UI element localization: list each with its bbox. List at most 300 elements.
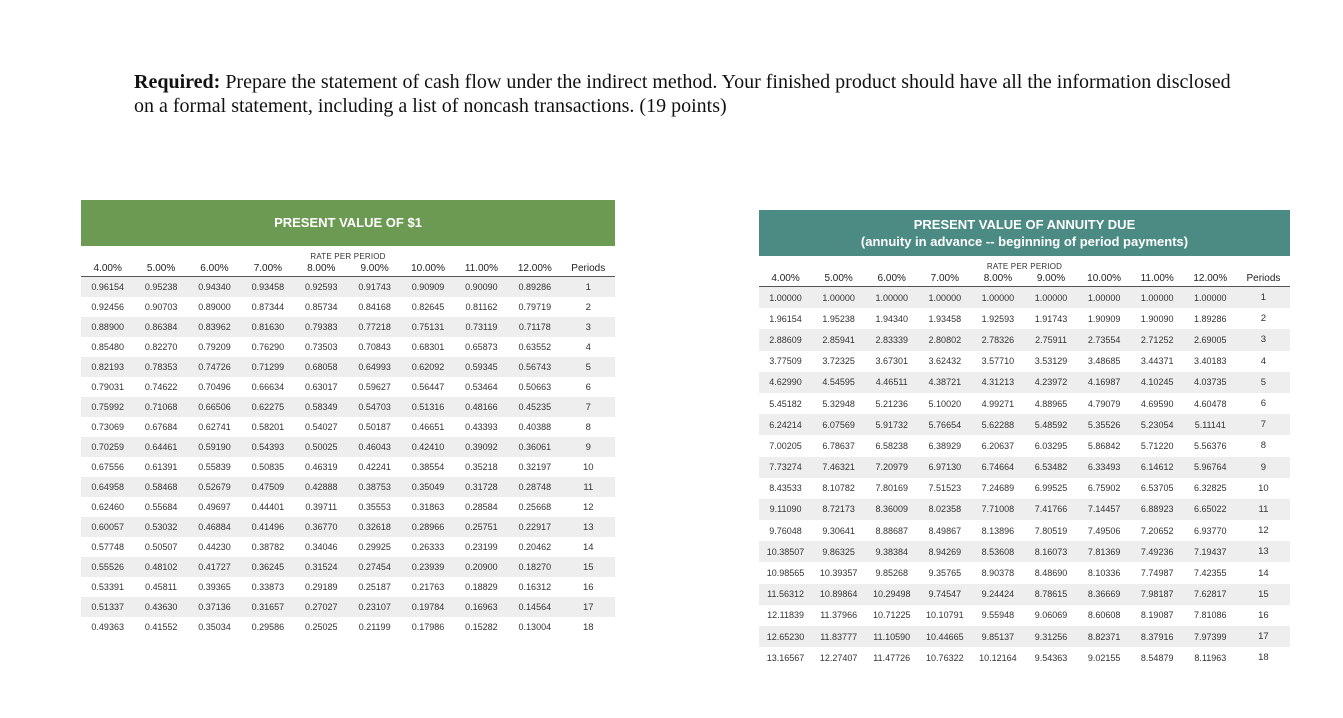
factor-cell: 0.53391 xyxy=(81,577,134,597)
period-cell: 1 xyxy=(1237,287,1290,309)
table-row xyxy=(81,437,615,457)
factor-cell: 5.21236 xyxy=(865,393,918,414)
rate-header: 8.00% xyxy=(295,261,348,277)
table-row xyxy=(759,329,1290,350)
factor-cell: 0.71178 xyxy=(508,317,561,337)
factor-cell: 7.81369 xyxy=(1078,541,1131,562)
table-row xyxy=(81,517,615,537)
factor-cell: 0.70843 xyxy=(348,337,401,357)
factor-cell: 6.97130 xyxy=(918,457,971,478)
table-row xyxy=(759,308,1290,329)
required-text: Prepare the statement of cash flow under the indirect method. Your finished product should have all the information disclosed on a formal statement, including a list of noncash transactions. (19 points) xyxy=(134,71,1231,117)
table-row xyxy=(81,337,615,357)
factor-cell: 0.31524 xyxy=(295,557,348,577)
factor-cell: 8.10336 xyxy=(1078,562,1131,583)
table-row xyxy=(81,577,615,597)
factor-cell: 0.23107 xyxy=(348,597,401,617)
factor-cell: 3.48685 xyxy=(1078,351,1131,372)
factor-cell: 7.20652 xyxy=(1131,520,1184,541)
factor-cell: 5.11141 xyxy=(1184,414,1237,435)
period-cell: 5 xyxy=(562,357,615,377)
period-cell: 11 xyxy=(562,477,615,497)
factor-cell: 0.42410 xyxy=(401,437,454,457)
factor-cell: 5.23054 xyxy=(1131,414,1184,435)
pvad-table-body xyxy=(759,287,1290,669)
factor-cell: 4.16987 xyxy=(1078,372,1131,393)
factor-cell: 6.24214 xyxy=(759,414,812,435)
periods-header: Periods xyxy=(1237,271,1290,287)
factor-cell: 0.25025 xyxy=(295,617,348,637)
factor-cell: 0.39711 xyxy=(295,497,348,517)
factor-cell: 1.95238 xyxy=(812,308,865,329)
periods-header: Periods xyxy=(562,261,615,277)
factor-cell: 2.85941 xyxy=(812,329,865,350)
factor-cell: 9.06069 xyxy=(1024,605,1077,626)
factor-cell: 1.00000 xyxy=(1131,287,1184,309)
factor-cell: 9.24424 xyxy=(971,584,1024,605)
factor-cell: 3.44371 xyxy=(1131,351,1184,372)
factor-cell: 7.81086 xyxy=(1184,605,1237,626)
pvad-table-title: PRESENT VALUE OF ANNUITY DUE xyxy=(913,217,1136,232)
table-row xyxy=(81,297,615,317)
factor-cell: 0.13004 xyxy=(508,617,561,637)
pv-table-title: PRESENT VALUE OF $1 xyxy=(81,200,615,246)
factor-cell: 0.50663 xyxy=(508,377,561,397)
table-row xyxy=(81,397,615,417)
period-cell: 7 xyxy=(562,397,615,417)
pvad-table-grid xyxy=(759,271,1290,668)
period-cell: 17 xyxy=(1237,626,1290,647)
rate-header: 8.00% xyxy=(971,271,1024,287)
factor-cell: 0.68058 xyxy=(295,357,348,377)
factor-cell: 8.53608 xyxy=(971,541,1024,562)
factor-cell: 0.79383 xyxy=(295,317,348,337)
factor-cell: 0.96154 xyxy=(81,277,134,298)
factor-cell: 0.67684 xyxy=(134,417,187,437)
factor-cell: 8.72173 xyxy=(812,499,865,520)
factor-cell: 4.79079 xyxy=(1078,393,1131,414)
factor-cell: 0.63017 xyxy=(295,377,348,397)
factor-cell: 0.33873 xyxy=(241,577,294,597)
factor-cell: 0.62092 xyxy=(401,357,454,377)
factor-cell: 13.16567 xyxy=(759,647,812,668)
table-row xyxy=(81,537,615,557)
factor-cell: 0.31728 xyxy=(455,477,508,497)
factor-cell: 0.89000 xyxy=(188,297,241,317)
factor-cell: 0.25187 xyxy=(348,577,401,597)
factor-cell: 11.37966 xyxy=(812,605,865,626)
factor-cell: 11.56312 xyxy=(759,584,812,605)
factor-cell: 6.53705 xyxy=(1131,478,1184,499)
table-row xyxy=(759,457,1290,478)
factor-cell: 0.28748 xyxy=(508,477,561,497)
period-cell: 12 xyxy=(1237,520,1290,541)
factor-cell: 6.20637 xyxy=(971,435,1024,456)
factor-cell: 0.52679 xyxy=(188,477,241,497)
rate-header: 7.00% xyxy=(918,271,971,287)
factor-cell: 0.20462 xyxy=(508,537,561,557)
factor-cell: 0.59627 xyxy=(348,377,401,397)
factor-cell: 6.93770 xyxy=(1184,520,1237,541)
factor-cell: 0.17986 xyxy=(401,617,454,637)
factor-cell: 6.07569 xyxy=(812,414,865,435)
factor-cell: 0.29586 xyxy=(241,617,294,637)
period-cell: 14 xyxy=(562,537,615,557)
factor-cell: 12.65230 xyxy=(759,626,812,647)
factor-cell: 0.90703 xyxy=(134,297,187,317)
factor-cell: 0.48102 xyxy=(134,557,187,577)
factor-cell: 10.10791 xyxy=(918,605,971,626)
factor-cell: 0.47509 xyxy=(241,477,294,497)
factor-cell: 5.35526 xyxy=(1078,414,1131,435)
factor-cell: 4.62990 xyxy=(759,372,812,393)
factor-cell: 4.31213 xyxy=(971,372,1024,393)
period-cell: 8 xyxy=(562,417,615,437)
table-row xyxy=(759,414,1290,435)
factor-cell: 5.96764 xyxy=(1184,457,1237,478)
table-row xyxy=(81,317,615,337)
factor-cell: 6.58238 xyxy=(865,435,918,456)
rate-header: 12.00% xyxy=(508,261,561,277)
factor-cell: 7.71008 xyxy=(971,499,1024,520)
factor-cell: 10.38507 xyxy=(759,541,812,562)
factor-cell: 9.11090 xyxy=(759,499,812,520)
factor-cell: 7.46321 xyxy=(812,457,865,478)
factor-cell: 6.65022 xyxy=(1184,499,1237,520)
factor-cell: 0.89286 xyxy=(508,277,561,298)
period-cell: 4 xyxy=(562,337,615,357)
factor-cell: 1.90090 xyxy=(1131,308,1184,329)
factor-cell: 0.58468 xyxy=(134,477,187,497)
factor-cell: 6.33493 xyxy=(1078,457,1131,478)
factor-cell: 5.86842 xyxy=(1078,435,1131,456)
factor-cell: 1.00000 xyxy=(1078,287,1131,309)
factor-cell: 6.74664 xyxy=(971,457,1024,478)
factor-cell: 11.83777 xyxy=(812,626,865,647)
period-cell: 11 xyxy=(1237,499,1290,520)
factor-cell: 0.16312 xyxy=(508,577,561,597)
factor-cell: 0.63552 xyxy=(508,337,561,357)
factor-cell: 0.20900 xyxy=(455,557,508,577)
factor-cell: 5.62288 xyxy=(971,414,1024,435)
factor-cell: 6.14612 xyxy=(1131,457,1184,478)
factor-cell: 1.90909 xyxy=(1078,308,1131,329)
rate-header: 12.00% xyxy=(1184,271,1237,287)
rate-header: 9.00% xyxy=(1024,271,1077,287)
table-row xyxy=(81,357,615,377)
factor-cell: 1.00000 xyxy=(1184,287,1237,309)
factor-cell: 11.10590 xyxy=(865,626,918,647)
period-cell: 18 xyxy=(562,617,615,637)
factor-cell: 0.81162 xyxy=(455,297,508,317)
factor-cell: 0.34046 xyxy=(295,537,348,557)
factor-cell: 2.78326 xyxy=(971,329,1024,350)
factor-cell: 0.85480 xyxy=(81,337,134,357)
factor-cell: 0.74622 xyxy=(134,377,187,397)
factor-cell: 0.53032 xyxy=(134,517,187,537)
factor-cell: 0.68301 xyxy=(401,337,454,357)
factor-cell: 0.38753 xyxy=(348,477,401,497)
factor-cell: 7.41766 xyxy=(1024,499,1077,520)
factor-cell: 0.92456 xyxy=(81,297,134,317)
factor-cell: 0.36245 xyxy=(241,557,294,577)
factor-cell: 6.53482 xyxy=(1024,457,1077,478)
factor-cell: 10.76322 xyxy=(918,647,971,668)
factor-cell: 6.88923 xyxy=(1131,499,1184,520)
factor-cell: 0.31657 xyxy=(241,597,294,617)
factor-cell: 7.98187 xyxy=(1131,584,1184,605)
factor-cell: 0.43630 xyxy=(134,597,187,617)
factor-cell: 8.37916 xyxy=(1131,626,1184,647)
factor-cell: 0.46319 xyxy=(295,457,348,477)
factor-cell: 7.20979 xyxy=(865,457,918,478)
factor-cell: 1.00000 xyxy=(971,287,1024,309)
factor-cell: 8.88687 xyxy=(865,520,918,541)
factor-cell: 0.53464 xyxy=(455,377,508,397)
factor-cell: 4.46511 xyxy=(865,372,918,393)
factor-cell: 8.11963 xyxy=(1184,647,1237,668)
present-value-table xyxy=(81,200,615,637)
factor-cell: 0.73119 xyxy=(455,317,508,337)
factor-cell: 0.27027 xyxy=(295,597,348,617)
factor-cell: 0.49697 xyxy=(188,497,241,517)
factor-cell: 0.62460 xyxy=(81,497,134,517)
factor-cell: 7.24689 xyxy=(971,478,1024,499)
period-cell: 3 xyxy=(562,317,615,337)
factor-cell: 9.74547 xyxy=(918,584,971,605)
period-cell: 15 xyxy=(562,557,615,577)
factor-cell: 4.54595 xyxy=(812,372,865,393)
factor-cell: 0.85734 xyxy=(295,297,348,317)
factor-cell: 0.49363 xyxy=(81,617,134,637)
factor-cell: 0.44230 xyxy=(188,537,241,557)
factor-cell: 0.50187 xyxy=(348,417,401,437)
factor-cell: 0.40388 xyxy=(508,417,561,437)
factor-cell: 8.02358 xyxy=(918,499,971,520)
factor-cell: 5.56376 xyxy=(1184,435,1237,456)
factor-cell: 9.86325 xyxy=(812,541,865,562)
period-cell: 7 xyxy=(1237,414,1290,435)
factor-cell: 0.77218 xyxy=(348,317,401,337)
table-row xyxy=(759,520,1290,541)
rate-header: 11.00% xyxy=(455,261,508,277)
factor-cell: 5.32948 xyxy=(812,393,865,414)
factor-cell: 0.71068 xyxy=(134,397,187,417)
table-row xyxy=(81,477,615,497)
factor-cell: 3.67301 xyxy=(865,351,918,372)
factor-cell: 0.43393 xyxy=(455,417,508,437)
factor-cell: 0.29925 xyxy=(348,537,401,557)
factor-cell: 7.80519 xyxy=(1024,520,1077,541)
factor-cell: 0.86384 xyxy=(134,317,187,337)
factor-cell: 5.10020 xyxy=(918,393,971,414)
factor-cell: 8.60608 xyxy=(1078,605,1131,626)
period-cell: 12 xyxy=(562,497,615,517)
factor-cell: 7.19437 xyxy=(1184,541,1237,562)
factor-cell: 8.78615 xyxy=(1024,584,1077,605)
factor-cell: 0.35218 xyxy=(455,457,508,477)
factor-cell: 0.90090 xyxy=(455,277,508,298)
factor-cell: 0.83962 xyxy=(188,317,241,337)
pv-rate-label: RATE PER PERIOD xyxy=(310,252,386,261)
factor-cell: 2.88609 xyxy=(759,329,812,350)
table-row xyxy=(759,541,1290,562)
factor-cell: 7.00205 xyxy=(759,435,812,456)
factor-cell: 8.10782 xyxy=(812,478,865,499)
factor-cell: 0.35553 xyxy=(348,497,401,517)
table-row xyxy=(759,584,1290,605)
factor-cell: 8.36669 xyxy=(1078,584,1131,605)
factor-cell: 0.38782 xyxy=(241,537,294,557)
factor-cell: 1.91743 xyxy=(1024,308,1077,329)
pvad-rate-label: RATE PER PERIOD xyxy=(986,262,1063,271)
factor-cell: 8.13896 xyxy=(971,520,1024,541)
rate-header: 10.00% xyxy=(1078,271,1131,287)
required-instructions xyxy=(134,70,1244,118)
factor-cell: 10.44665 xyxy=(918,626,971,647)
factor-cell: 7.73274 xyxy=(759,457,812,478)
factor-cell: 0.37136 xyxy=(188,597,241,617)
factor-cell: 3.62432 xyxy=(918,351,971,372)
pv-table-body xyxy=(81,277,615,638)
factor-cell: 0.55526 xyxy=(81,557,134,577)
factor-cell: 9.38384 xyxy=(865,541,918,562)
factor-cell: 0.21199 xyxy=(348,617,401,637)
table-row xyxy=(81,497,615,517)
factor-cell: 0.73069 xyxy=(81,417,134,437)
period-cell: 1 xyxy=(562,277,615,298)
factor-cell: 0.93458 xyxy=(241,277,294,298)
factor-cell: 10.98565 xyxy=(759,562,812,583)
factor-cell: 0.64993 xyxy=(348,357,401,377)
factor-cell: 0.19784 xyxy=(401,597,454,617)
factor-cell: 0.54393 xyxy=(241,437,294,457)
rate-header: 7.00% xyxy=(241,261,294,277)
factor-cell: 0.76290 xyxy=(241,337,294,357)
factor-cell: 0.55839 xyxy=(188,457,241,477)
factor-cell: 9.30641 xyxy=(812,520,865,541)
rate-header: 4.00% xyxy=(759,271,812,287)
annuity-due-table xyxy=(759,210,1290,668)
factor-cell: 0.25668 xyxy=(508,497,561,517)
factor-cell: 3.77509 xyxy=(759,351,812,372)
factor-cell: 2.69005 xyxy=(1184,329,1237,350)
table-row xyxy=(759,626,1290,647)
factor-cell: 0.15282 xyxy=(455,617,508,637)
factor-cell: 0.45811 xyxy=(134,577,187,597)
factor-cell: 0.75131 xyxy=(401,317,454,337)
factor-cell: 0.56447 xyxy=(401,377,454,397)
factor-cell: 0.62275 xyxy=(241,397,294,417)
factor-cell: 8.54879 xyxy=(1131,647,1184,668)
factor-cell: 0.22917 xyxy=(508,517,561,537)
factor-cell: 5.48592 xyxy=(1024,414,1077,435)
factor-cell: 0.50507 xyxy=(134,537,187,557)
factor-cell: 5.45182 xyxy=(759,393,812,414)
factor-cell: 9.76048 xyxy=(759,520,812,541)
table-row xyxy=(81,597,615,617)
factor-cell: 0.46043 xyxy=(348,437,401,457)
factor-cell: 2.83339 xyxy=(865,329,918,350)
factor-cell: 0.94340 xyxy=(188,277,241,298)
factor-cell: 12.27407 xyxy=(812,647,865,668)
factor-cell: 0.39365 xyxy=(188,577,241,597)
rate-header: 6.00% xyxy=(188,261,241,277)
factor-cell: 0.54703 xyxy=(348,397,401,417)
factor-cell: 4.38721 xyxy=(918,372,971,393)
factor-cell: 0.18270 xyxy=(508,557,561,577)
factor-cell: 0.31863 xyxy=(401,497,454,517)
factor-cell: 0.44401 xyxy=(241,497,294,517)
factor-cell: 6.32825 xyxy=(1184,478,1237,499)
table-row xyxy=(81,557,615,577)
table-row xyxy=(81,617,615,637)
factor-cell: 0.42888 xyxy=(295,477,348,497)
factor-cell: 3.57710 xyxy=(971,351,1024,372)
factor-cell: 0.82193 xyxy=(81,357,134,377)
factor-cell: 0.56743 xyxy=(508,357,561,377)
period-cell: 15 xyxy=(1237,584,1290,605)
factor-cell: 0.78353 xyxy=(134,357,187,377)
factor-cell: 0.28584 xyxy=(455,497,508,517)
period-cell: 13 xyxy=(1237,541,1290,562)
factor-cell: 0.88900 xyxy=(81,317,134,337)
factor-cell: 9.85268 xyxy=(865,562,918,583)
factor-cell: 2.71252 xyxy=(1131,329,1184,350)
factor-cell: 0.79209 xyxy=(188,337,241,357)
factor-cell: 7.51523 xyxy=(918,478,971,499)
factor-cell: 0.26333 xyxy=(401,537,454,557)
factor-cell: 1.00000 xyxy=(812,287,865,309)
factor-cell: 0.46884 xyxy=(188,517,241,537)
factor-cell: 8.43533 xyxy=(759,478,812,499)
factor-cell: 8.94269 xyxy=(918,541,971,562)
factor-cell: 5.76654 xyxy=(918,414,971,435)
factor-cell: 0.39092 xyxy=(455,437,508,457)
factor-cell: 0.73503 xyxy=(295,337,348,357)
table-row xyxy=(759,372,1290,393)
factor-cell: 1.00000 xyxy=(1024,287,1077,309)
factor-cell: 0.95238 xyxy=(134,277,187,298)
period-cell: 10 xyxy=(562,457,615,477)
factor-cell: 0.64461 xyxy=(134,437,187,457)
rate-header: 11.00% xyxy=(1131,271,1184,287)
factor-cell: 8.90378 xyxy=(971,562,1024,583)
period-cell: 3 xyxy=(1237,329,1290,350)
table-row xyxy=(81,417,615,437)
factor-cell: 1.92593 xyxy=(971,308,1024,329)
factor-cell: 4.69590 xyxy=(1131,393,1184,414)
factor-cell: 0.42241 xyxy=(348,457,401,477)
table-row xyxy=(759,435,1290,456)
pvad-table-banner xyxy=(759,210,1290,256)
factor-cell: 0.57748 xyxy=(81,537,134,557)
factor-cell: 1.00000 xyxy=(918,287,971,309)
factor-cell: 4.03735 xyxy=(1184,372,1237,393)
factor-cell: 4.23972 xyxy=(1024,372,1077,393)
factor-cell: 0.59345 xyxy=(455,357,508,377)
factor-cell: 8.82371 xyxy=(1078,626,1131,647)
period-cell: 13 xyxy=(562,517,615,537)
pv-table-grid xyxy=(81,261,615,637)
rate-header: 6.00% xyxy=(865,271,918,287)
factor-cell: 0.35049 xyxy=(401,477,454,497)
factor-cell: 0.84168 xyxy=(348,297,401,317)
factor-cell: 9.31256 xyxy=(1024,626,1077,647)
period-cell: 14 xyxy=(1237,562,1290,583)
period-cell: 10 xyxy=(1237,478,1290,499)
period-cell: 16 xyxy=(1237,605,1290,626)
